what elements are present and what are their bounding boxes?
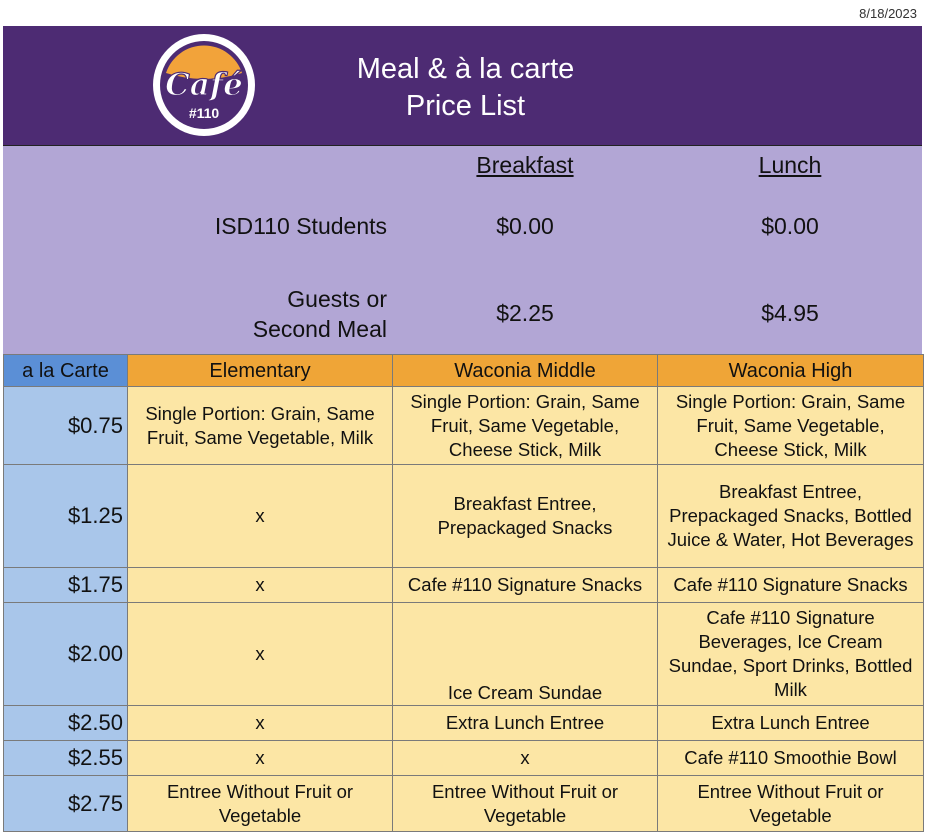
price-cell: $2.00 bbox=[4, 603, 128, 706]
meal-prices-section bbox=[3, 145, 922, 355]
elementary-cell: x bbox=[128, 603, 393, 706]
middle-cell: Ice Cream Sundae bbox=[393, 603, 658, 706]
elementary-cell: x bbox=[128, 568, 393, 603]
high-cell: Cafe #110 Smoothie Bowl bbox=[658, 741, 924, 776]
price-cell: $0.75 bbox=[4, 387, 128, 465]
document-date: 8/18/2023 bbox=[859, 6, 917, 21]
table-header-row bbox=[4, 355, 924, 387]
title-line-1: Meal & à la carte bbox=[356, 53, 575, 85]
students-lunch-price: $0.00 bbox=[761, 213, 819, 239]
price-cell: $1.25 bbox=[4, 465, 128, 568]
price-cell: $2.50 bbox=[4, 706, 128, 741]
table-row bbox=[4, 706, 924, 741]
a-la-carte-header: a la Carte bbox=[4, 355, 128, 387]
guests-breakfast-price: $2.25 bbox=[496, 300, 554, 326]
guests-lunch-price: $4.95 bbox=[761, 300, 819, 326]
table-row bbox=[4, 776, 924, 832]
header-banner bbox=[3, 26, 922, 145]
price-cell: $1.75 bbox=[4, 568, 128, 603]
students-label: ISD110 Students bbox=[214, 213, 387, 239]
high-cell: Breakfast Entree, Prepackaged Snacks, Bottled Juice & Water, Hot Beverages bbox=[658, 465, 924, 568]
middle-cell: x bbox=[393, 741, 658, 776]
table-row bbox=[4, 741, 924, 776]
lunch-column-header: Lunch bbox=[758, 152, 822, 178]
table-row bbox=[4, 465, 924, 568]
price-cell: $2.75 bbox=[4, 776, 128, 832]
high-cell: Extra Lunch Entree bbox=[658, 706, 924, 741]
high-header: Waconia High bbox=[658, 355, 924, 387]
elementary-cell: x bbox=[128, 465, 393, 568]
title-line-2: Price List bbox=[405, 90, 526, 122]
high-cell: Cafe #110 Signature Snacks bbox=[658, 568, 924, 603]
middle-cell: Single Portion: Grain, Same Fruit, Same Vegetable, Cheese Stick, Milk bbox=[393, 387, 658, 465]
elementary-header: Elementary bbox=[128, 355, 393, 387]
price-cell: $2.55 bbox=[4, 741, 128, 776]
breakfast-column-header: Breakfast bbox=[476, 152, 574, 178]
table-row bbox=[4, 387, 924, 465]
cafe-logo bbox=[152, 33, 256, 137]
students-breakfast-price: $0.00 bbox=[496, 213, 554, 239]
middle-cell: Extra Lunch Entree bbox=[393, 706, 658, 741]
elementary-cell: Entree Without Fruit or Vegetable bbox=[128, 776, 393, 832]
elementary-cell: x bbox=[128, 741, 393, 776]
high-cell: Cafe #110 Signature Beverages, Ice Cream Sundae, Sport Drinks, Bottled Milk bbox=[658, 603, 924, 706]
middle-cell: Breakfast Entree, Prepackaged Snacks bbox=[393, 465, 658, 568]
middle-cell: Entree Without Fruit or Vegetable bbox=[393, 776, 658, 832]
svg-text:Café: Café bbox=[165, 67, 243, 103]
high-cell: Single Portion: Grain, Same Fruit, Same Vegetable, Cheese Stick, Milk bbox=[658, 387, 924, 465]
elementary-cell: Single Portion: Grain, Same Fruit, Same Vegetable, Milk bbox=[128, 387, 393, 465]
page-title bbox=[293, 51, 638, 125]
svg-text:#110: #110 bbox=[188, 105, 220, 121]
guests-label: Guests or Second Meal bbox=[252, 286, 387, 342]
table-row bbox=[4, 568, 924, 603]
a-la-carte-table bbox=[3, 354, 924, 832]
high-cell: Entree Without Fruit or Vegetable bbox=[658, 776, 924, 832]
middle-header: Waconia Middle bbox=[393, 355, 658, 387]
elementary-cell: x bbox=[128, 706, 393, 741]
table-row bbox=[4, 603, 924, 706]
middle-cell: Cafe #110 Signature Snacks bbox=[393, 568, 658, 603]
